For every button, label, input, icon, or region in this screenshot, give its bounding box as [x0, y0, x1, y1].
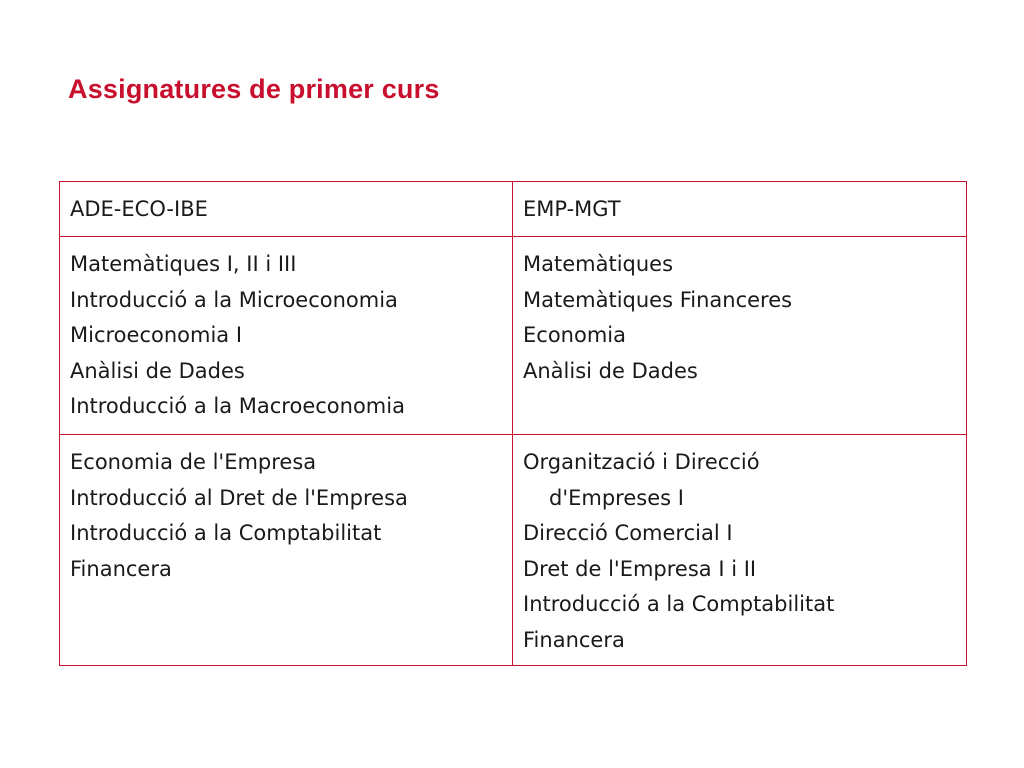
subject-item: Matemàtiques I, II i III — [70, 252, 297, 276]
subject-item: Financera — [523, 627, 625, 652]
subject-item: Direcció Comercial I — [523, 521, 733, 545]
subject-item-continuation: d'Empreses I — [549, 485, 684, 510]
subject-item: Introducció a la Comptabilitat — [523, 592, 835, 616]
subject-item: Anàlisi de Dades — [70, 358, 245, 383]
slide-title: Assignatures de primer curs — [68, 74, 440, 104]
subject-item: Dret de l'Empresa I i II — [523, 556, 757, 581]
table-cell-emp-mgt — [513, 237, 967, 435]
subject-item: Financera — [70, 556, 172, 581]
table-header-row — [60, 182, 967, 237]
subject-item: Introducció a la Comptabilitat — [70, 521, 382, 545]
subject-item: Microeconomia I — [70, 323, 243, 347]
column-header-ade-eco-ibe: ADE-ECO-IBE — [60, 182, 513, 237]
table-cell-ade-eco-ibe — [60, 435, 513, 666]
subject-item: Matemàtiques Financeres — [523, 287, 793, 312]
table-cell-ade-eco-ibe — [60, 237, 513, 435]
subject-item: Economia — [523, 323, 626, 347]
courses-table — [59, 181, 967, 666]
subject-item: Economia de l'Empresa — [70, 450, 317, 474]
table-row — [60, 435, 967, 666]
subject-item: Introducció a la Microeconomia — [70, 287, 398, 312]
subject-item: Introducció al Dret de l'Empresa — [70, 485, 408, 510]
subject-item: Introducció a la Macroeconomia — [70, 394, 405, 418]
subject-item: Organització i Direcció — [523, 450, 760, 474]
subject-item: Anàlisi de Dades — [523, 358, 698, 383]
table-cell-emp-mgt — [513, 435, 967, 666]
column-header-emp-mgt: EMP-MGT — [513, 182, 967, 237]
subject-item: Matemàtiques — [523, 252, 674, 276]
table-row — [60, 237, 967, 435]
